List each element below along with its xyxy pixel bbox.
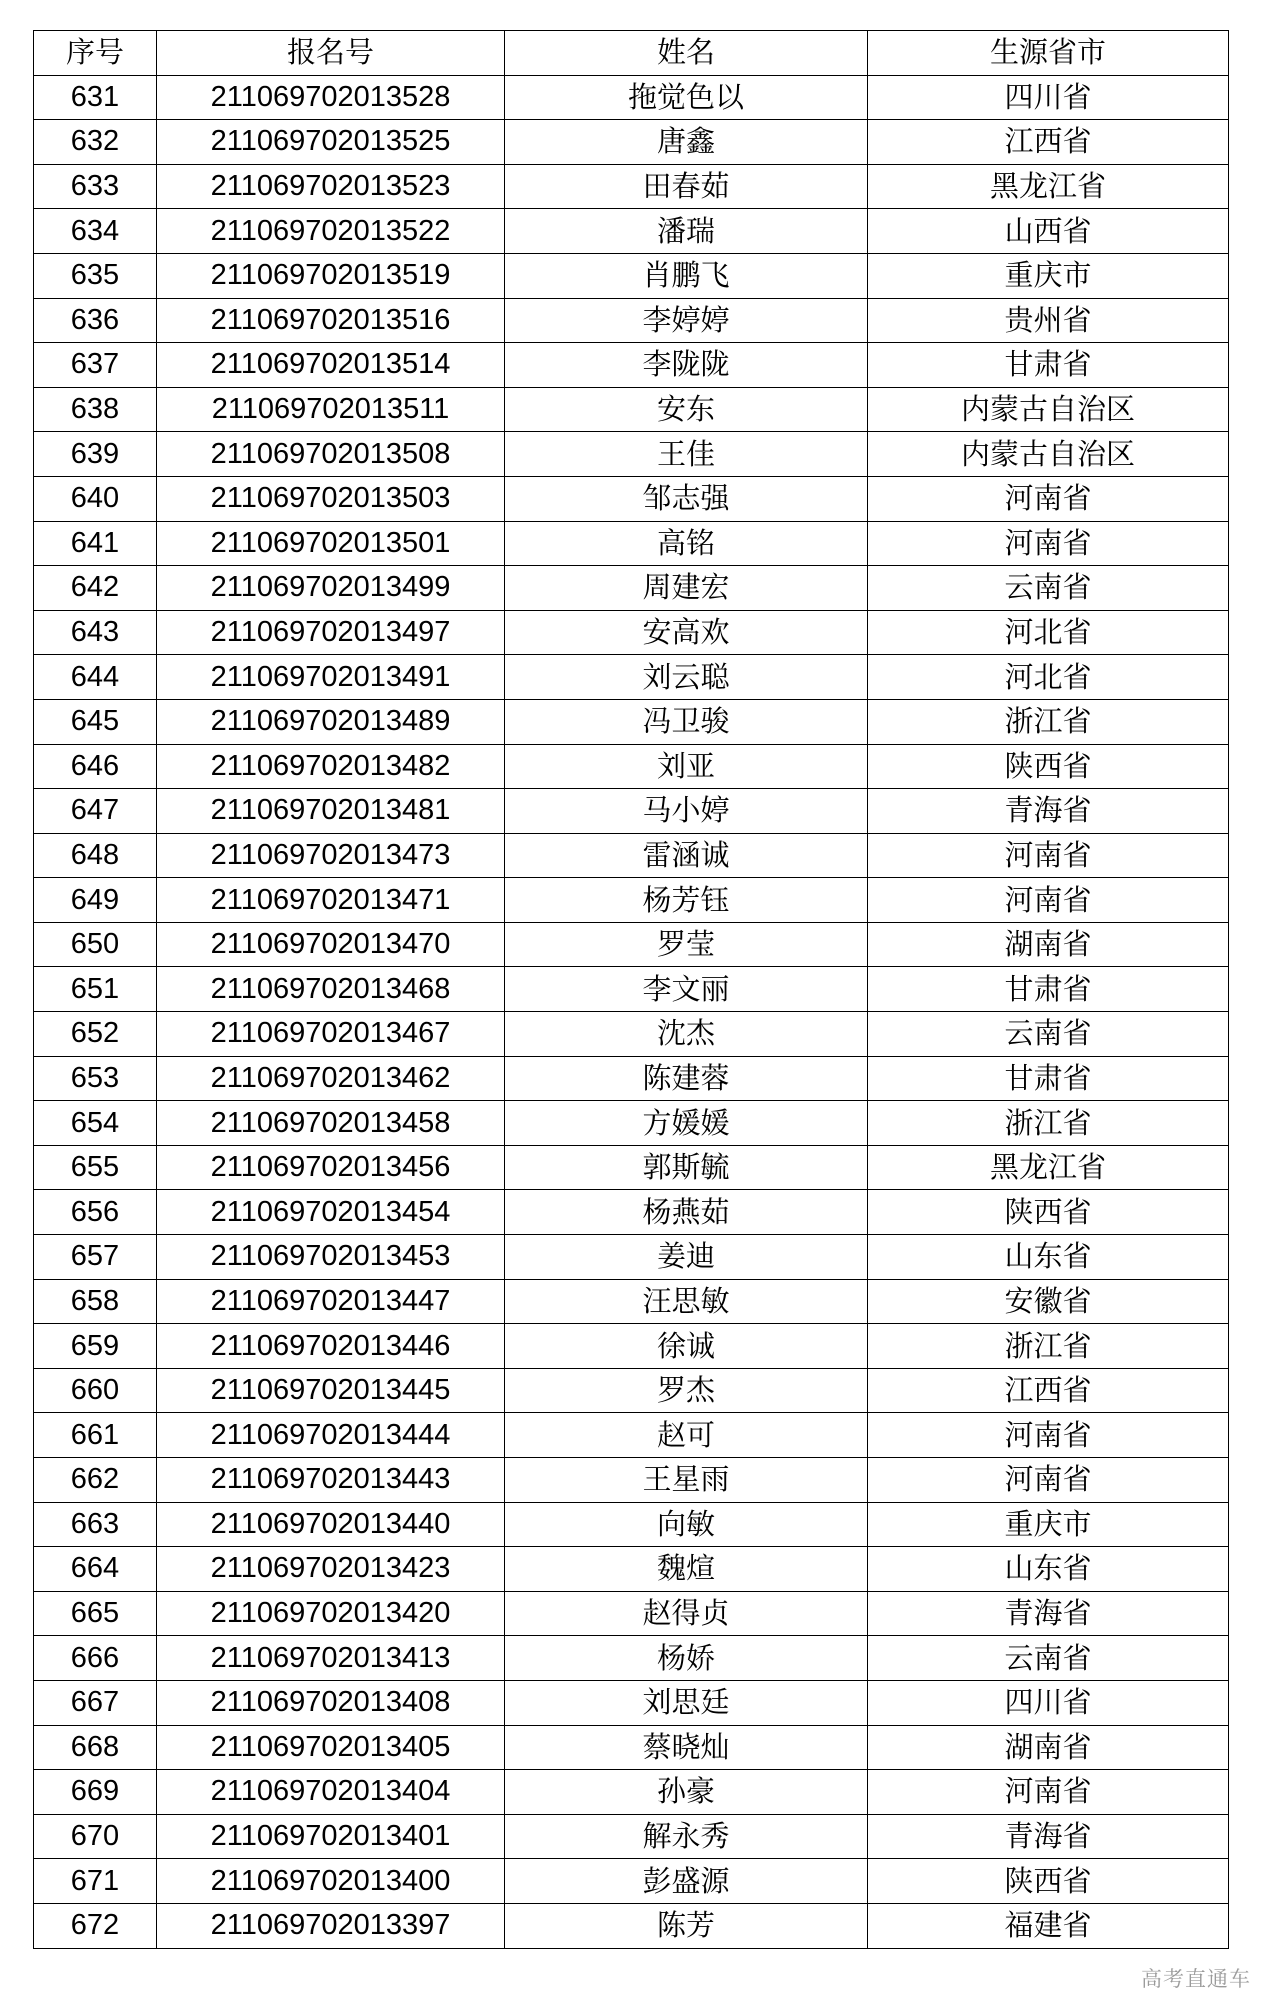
cell-name: 杨芳钰	[505, 878, 868, 923]
header-name: 姓名	[505, 31, 868, 76]
cell-province: 浙江省	[868, 1101, 1229, 1146]
cell-province: 福建省	[868, 1903, 1229, 1948]
cell-province: 云南省	[868, 566, 1229, 611]
cell-seq: 647	[34, 789, 157, 834]
cell-name: 解永秀	[505, 1814, 868, 1859]
cell-seq: 645	[34, 699, 157, 744]
table-row	[34, 967, 1229, 1012]
table-row	[34, 922, 1229, 967]
cell-province: 河南省	[868, 878, 1229, 923]
cell-registration-no: 211069702013528	[157, 75, 505, 120]
cell-province: 浙江省	[868, 1324, 1229, 1369]
cell-registration-no: 211069702013525	[157, 120, 505, 165]
cell-province: 四川省	[868, 1680, 1229, 1725]
cell-province: 黑龙江省	[868, 1145, 1229, 1190]
table-row	[34, 1324, 1229, 1369]
cell-name: 安高欢	[505, 610, 868, 655]
table-row	[34, 1145, 1229, 1190]
cell-registration-no: 211069702013440	[157, 1502, 505, 1547]
cell-seq: 636	[34, 298, 157, 343]
header-row	[34, 31, 1229, 76]
cell-name: 周建宏	[505, 566, 868, 611]
cell-name: 刘思廷	[505, 1680, 868, 1725]
cell-seq: 644	[34, 655, 157, 700]
cell-name: 彭盛源	[505, 1859, 868, 1904]
cell-registration-no: 211069702013423	[157, 1547, 505, 1592]
cell-registration-no: 211069702013471	[157, 878, 505, 923]
table-row	[34, 1279, 1229, 1324]
table-row	[34, 1458, 1229, 1503]
cell-registration-no: 211069702013447	[157, 1279, 505, 1324]
header-seq: 序号	[34, 31, 157, 76]
cell-province: 陕西省	[868, 1190, 1229, 1235]
cell-registration-no: 211069702013514	[157, 343, 505, 388]
cell-registration-no: 211069702013397	[157, 1903, 505, 1948]
cell-province: 湖南省	[868, 922, 1229, 967]
cell-name: 陈芳	[505, 1903, 868, 1948]
cell-seq: 650	[34, 922, 157, 967]
cell-registration-no: 211069702013400	[157, 1859, 505, 1904]
cell-seq: 653	[34, 1056, 157, 1101]
table-row	[34, 343, 1229, 388]
cell-name: 安东	[505, 387, 868, 432]
cell-province: 云南省	[868, 1012, 1229, 1057]
table-row	[34, 1814, 1229, 1859]
table-row	[34, 521, 1229, 566]
cell-registration-no: 211069702013519	[157, 253, 505, 298]
cell-province: 四川省	[868, 75, 1229, 120]
cell-name: 沈杰	[505, 1012, 868, 1057]
table-row	[34, 120, 1229, 165]
cell-registration-no: 211069702013511	[157, 387, 505, 432]
cell-seq: 651	[34, 967, 157, 1012]
header-registration-no: 报名号	[157, 31, 505, 76]
cell-registration-no: 211069702013458	[157, 1101, 505, 1146]
cell-seq: 637	[34, 343, 157, 388]
table-row	[34, 789, 1229, 834]
cell-registration-no: 211069702013482	[157, 744, 505, 789]
cell-registration-no: 211069702013454	[157, 1190, 505, 1235]
cell-province: 河北省	[868, 610, 1229, 655]
cell-seq: 639	[34, 432, 157, 477]
cell-province: 河南省	[868, 1458, 1229, 1503]
cell-name: 汪思敏	[505, 1279, 868, 1324]
cell-registration-no: 211069702013462	[157, 1056, 505, 1101]
cell-name: 王佳	[505, 432, 868, 477]
cell-seq: 633	[34, 164, 157, 209]
cell-seq: 669	[34, 1770, 157, 1815]
cell-name: 赵得贞	[505, 1591, 868, 1636]
table-row	[34, 1502, 1229, 1547]
cell-province: 重庆市	[868, 253, 1229, 298]
cell-name: 刘云聪	[505, 655, 868, 700]
watermark-text: 高考直通车	[1141, 1967, 1251, 1991]
cell-registration-no: 211069702013408	[157, 1680, 505, 1725]
cell-province: 河南省	[868, 1413, 1229, 1458]
table-row	[34, 1770, 1229, 1815]
table-row	[34, 1725, 1229, 1770]
cell-province: 河南省	[868, 521, 1229, 566]
cell-province: 青海省	[868, 1814, 1229, 1859]
cell-name: 高铭	[505, 521, 868, 566]
cell-seq: 662	[34, 1458, 157, 1503]
cell-name: 徐诚	[505, 1324, 868, 1369]
table-row	[34, 209, 1229, 254]
cell-seq: 642	[34, 566, 157, 611]
cell-name: 孙豪	[505, 1770, 868, 1815]
cell-province: 内蒙古自治区	[868, 387, 1229, 432]
cell-registration-no: 211069702013501	[157, 521, 505, 566]
cell-seq: 667	[34, 1680, 157, 1725]
cell-name: 李陇陇	[505, 343, 868, 388]
cell-province: 江西省	[868, 120, 1229, 165]
cell-seq: 666	[34, 1636, 157, 1681]
cell-name: 郭斯毓	[505, 1145, 868, 1190]
cell-seq: 665	[34, 1591, 157, 1636]
cell-seq: 652	[34, 1012, 157, 1057]
table-body	[34, 75, 1229, 1948]
cell-registration-no: 211069702013470	[157, 922, 505, 967]
cell-registration-no: 211069702013413	[157, 1636, 505, 1681]
table-row	[34, 1680, 1229, 1725]
cell-province: 青海省	[868, 789, 1229, 834]
cell-seq: 671	[34, 1859, 157, 1904]
cell-registration-no: 211069702013443	[157, 1458, 505, 1503]
table-row	[34, 1235, 1229, 1280]
cell-province: 山东省	[868, 1547, 1229, 1592]
cell-registration-no: 211069702013481	[157, 789, 505, 834]
cell-province: 贵州省	[868, 298, 1229, 343]
cell-province: 云南省	[868, 1636, 1229, 1681]
cell-registration-no: 211069702013445	[157, 1368, 505, 1413]
cell-registration-no: 211069702013491	[157, 655, 505, 700]
cell-province: 陕西省	[868, 1859, 1229, 1904]
cell-seq: 632	[34, 120, 157, 165]
cell-seq: 649	[34, 878, 157, 923]
cell-registration-no: 211069702013446	[157, 1324, 505, 1369]
table-row	[34, 699, 1229, 744]
cell-province: 甘肃省	[868, 1056, 1229, 1101]
cell-seq: 643	[34, 610, 157, 655]
cell-seq: 655	[34, 1145, 157, 1190]
cell-seq: 638	[34, 387, 157, 432]
table-row	[34, 298, 1229, 343]
table-row	[34, 476, 1229, 521]
table-row	[34, 566, 1229, 611]
table-row	[34, 1056, 1229, 1101]
cell-seq: 640	[34, 476, 157, 521]
cell-province: 河南省	[868, 476, 1229, 521]
cell-registration-no: 211069702013453	[157, 1235, 505, 1280]
cell-name: 潘瑞	[505, 209, 868, 254]
cell-name: 向敏	[505, 1502, 868, 1547]
cell-registration-no: 211069702013473	[157, 833, 505, 878]
cell-province: 甘肃省	[868, 343, 1229, 388]
cell-registration-no: 211069702013497	[157, 610, 505, 655]
cell-seq: 670	[34, 1814, 157, 1859]
table-row	[34, 1368, 1229, 1413]
cell-province: 河南省	[868, 833, 1229, 878]
admission-table	[33, 30, 1229, 1949]
cell-seq: 635	[34, 253, 157, 298]
cell-seq: 661	[34, 1413, 157, 1458]
table-row	[34, 1547, 1229, 1592]
table-header	[34, 31, 1229, 76]
cell-registration-no: 211069702013401	[157, 1814, 505, 1859]
table-row	[34, 164, 1229, 209]
table-row	[34, 1012, 1229, 1057]
table-row	[34, 432, 1229, 477]
cell-seq: 668	[34, 1725, 157, 1770]
cell-name: 杨燕茹	[505, 1190, 868, 1235]
table-row	[34, 1859, 1229, 1904]
table-row	[34, 1636, 1229, 1681]
cell-seq: 659	[34, 1324, 157, 1369]
cell-seq: 658	[34, 1279, 157, 1324]
cell-province: 湖南省	[868, 1725, 1229, 1770]
cell-seq: 664	[34, 1547, 157, 1592]
cell-registration-no: 211069702013516	[157, 298, 505, 343]
table-row	[34, 387, 1229, 432]
cell-registration-no: 211069702013456	[157, 1145, 505, 1190]
table-row	[34, 75, 1229, 120]
cell-province: 黑龙江省	[868, 164, 1229, 209]
cell-seq: 660	[34, 1368, 157, 1413]
cell-seq: 663	[34, 1502, 157, 1547]
cell-name: 拖觉色以	[505, 75, 868, 120]
table-row	[34, 253, 1229, 298]
cell-registration-no: 211069702013405	[157, 1725, 505, 1770]
cell-name: 罗莹	[505, 922, 868, 967]
cell-name: 姜迪	[505, 1235, 868, 1280]
cell-name: 王星雨	[505, 1458, 868, 1503]
cell-registration-no: 211069702013489	[157, 699, 505, 744]
cell-name: 田春茹	[505, 164, 868, 209]
cell-registration-no: 211069702013523	[157, 164, 505, 209]
table-row	[34, 1903, 1229, 1948]
cell-province: 内蒙古自治区	[868, 432, 1229, 477]
cell-province: 江西省	[868, 1368, 1229, 1413]
cell-name: 魏煊	[505, 1547, 868, 1592]
cell-seq: 648	[34, 833, 157, 878]
cell-name: 蔡晓灿	[505, 1725, 868, 1770]
cell-province: 河南省	[868, 1770, 1229, 1815]
table-row	[34, 744, 1229, 789]
cell-name: 刘亚	[505, 744, 868, 789]
cell-province: 青海省	[868, 1591, 1229, 1636]
table-row	[34, 1190, 1229, 1235]
cell-province: 重庆市	[868, 1502, 1229, 1547]
cell-seq: 654	[34, 1101, 157, 1146]
cell-registration-no: 211069702013499	[157, 566, 505, 611]
cell-seq: 646	[34, 744, 157, 789]
cell-province: 浙江省	[868, 699, 1229, 744]
cell-name: 肖鹏飞	[505, 253, 868, 298]
cell-name: 唐鑫	[505, 120, 868, 165]
table-row	[34, 1101, 1229, 1146]
cell-seq: 641	[34, 521, 157, 566]
cell-seq: 657	[34, 1235, 157, 1280]
cell-name: 李婷婷	[505, 298, 868, 343]
cell-seq: 631	[34, 75, 157, 120]
cell-name: 邹志强	[505, 476, 868, 521]
cell-registration-no: 211069702013444	[157, 1413, 505, 1458]
header-province: 生源省市	[868, 31, 1229, 76]
cell-seq: 656	[34, 1190, 157, 1235]
admission-list-sheet	[33, 30, 1228, 1949]
table-row	[34, 610, 1229, 655]
cell-seq: 672	[34, 1903, 157, 1948]
cell-registration-no: 211069702013467	[157, 1012, 505, 1057]
cell-registration-no: 211069702013420	[157, 1591, 505, 1636]
cell-name: 罗杰	[505, 1368, 868, 1413]
cell-name: 方媛媛	[505, 1101, 868, 1146]
cell-name: 李文丽	[505, 967, 868, 1012]
cell-province: 甘肃省	[868, 967, 1229, 1012]
cell-registration-no: 211069702013522	[157, 209, 505, 254]
cell-province: 安徽省	[868, 1279, 1229, 1324]
cell-name: 冯卫骏	[505, 699, 868, 744]
cell-registration-no: 211069702013508	[157, 432, 505, 477]
table-row	[34, 1413, 1229, 1458]
table-row	[34, 878, 1229, 923]
cell-name: 陈建蓉	[505, 1056, 868, 1101]
cell-registration-no: 211069702013503	[157, 476, 505, 521]
cell-name: 杨娇	[505, 1636, 868, 1681]
cell-province: 陕西省	[868, 744, 1229, 789]
table-row	[34, 655, 1229, 700]
table-row	[34, 833, 1229, 878]
cell-province: 山西省	[868, 209, 1229, 254]
cell-name: 赵可	[505, 1413, 868, 1458]
cell-name: 马小婷	[505, 789, 868, 834]
cell-name: 雷涵诚	[505, 833, 868, 878]
table-row	[34, 1591, 1229, 1636]
cell-registration-no: 211069702013468	[157, 967, 505, 1012]
cell-province: 山东省	[868, 1235, 1229, 1280]
cell-province: 河北省	[868, 655, 1229, 700]
cell-registration-no: 211069702013404	[157, 1770, 505, 1815]
cell-seq: 634	[34, 209, 157, 254]
